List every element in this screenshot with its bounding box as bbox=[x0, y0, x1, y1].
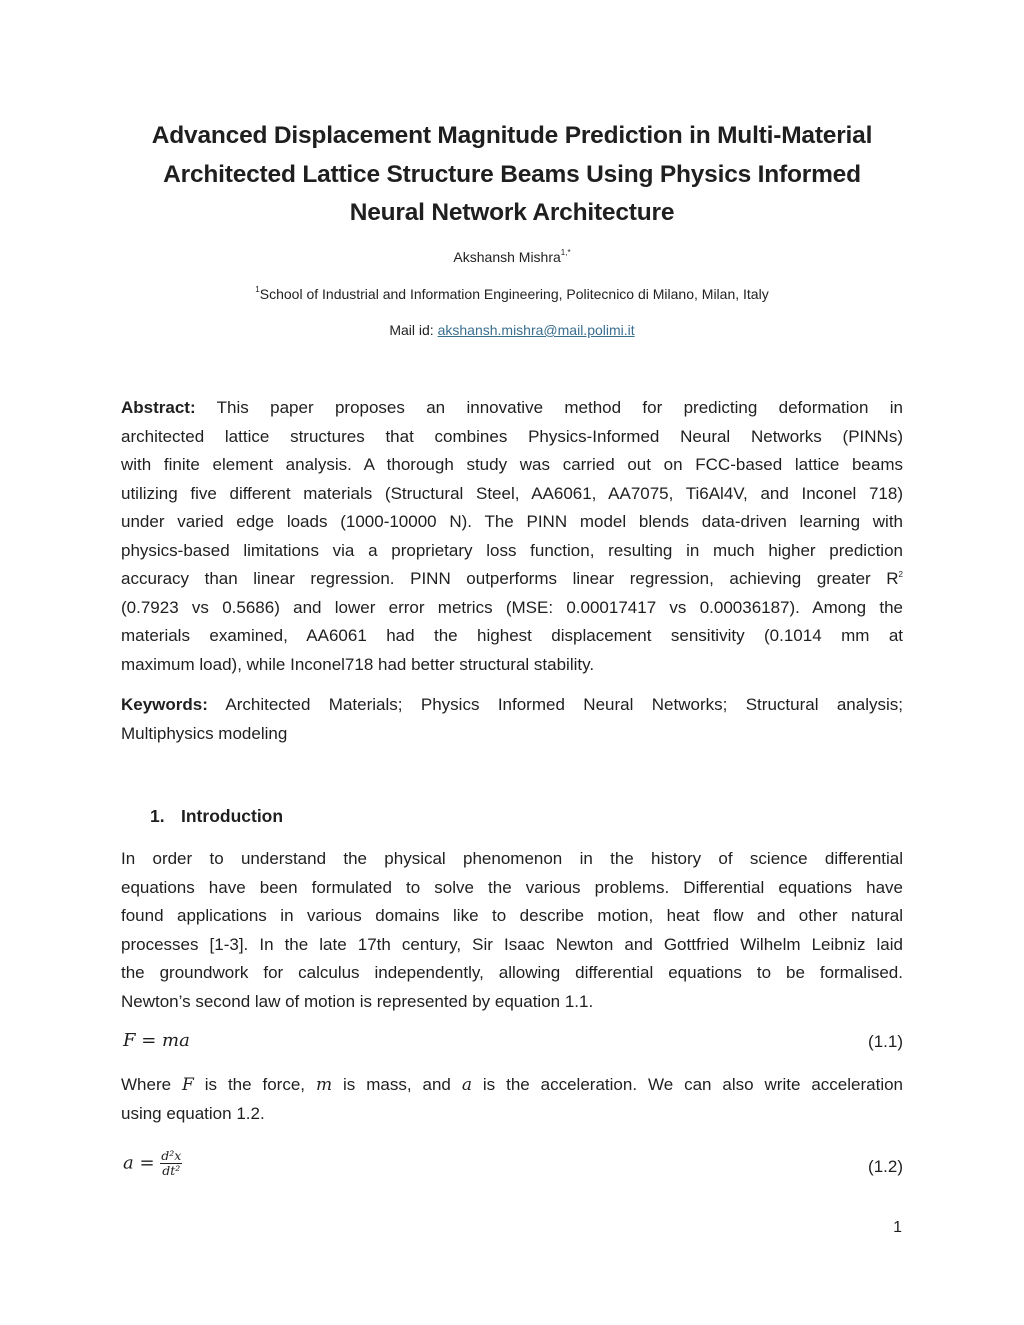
title-line: Architected Lattice Structure Beams Using Physics Informed bbox=[163, 160, 861, 188]
abstract-line: maximum load), while Inconel718 had better structural stability. bbox=[121, 654, 595, 674]
equation-1-2 bbox=[121, 1149, 903, 1189]
intro-line: In order to understand the physical phenomenon in the history of science differential bbox=[121, 849, 903, 868]
intro-line: processes [1-3]. In the late 17th century, Sir Isaac Newton and Gottfried Wilhelm Leibniz laid bbox=[121, 934, 903, 954]
equation-number: (1.1) bbox=[868, 1032, 903, 1051]
fraction-numerator: d²x bbox=[161, 1148, 182, 1163]
intro-line: equations have been formulated to solve the various problems. Differential equations have bbox=[121, 877, 903, 897]
abstract-label: Abstract: bbox=[121, 398, 196, 417]
intro-line: found applications in various domains like to describe motion, heat flow and other natural bbox=[121, 906, 903, 925]
abstract-line: architected lattice structures that combines Physics-Informed Neural Networks (PINNs) bbox=[121, 426, 903, 446]
paper-title bbox=[100, 117, 924, 233]
affiliation-mark: 1 bbox=[255, 285, 260, 294]
math-variable: a bbox=[461, 1075, 472, 1095]
intro-line: the groundwork for calculus independently, allowing differential equations to be formalised. bbox=[121, 963, 903, 982]
page-number: 1 bbox=[893, 1219, 902, 1236]
section-number: 1. bbox=[150, 806, 165, 826]
abstract-line: (0.7923 vs 0.5686) and lower error metrics (MSE: 0.00017417 vs 0.00036187). Among the bbox=[121, 597, 903, 617]
abstract-line: Abstract: This paper proposes an innovative method for predicting deformation in bbox=[121, 398, 903, 417]
title-line: Neural Network Architecture bbox=[349, 199, 675, 226]
abstract-line: under varied edge loads (1000-10000 N). The PINN model blends data-driven learning with bbox=[121, 512, 903, 531]
abstract-line: with finite element analysis. A thorough study was carried out on FCC-based lattice beams bbox=[121, 455, 903, 474]
title-line: Advanced Displacement Magnitude Prediction in Multi-Material bbox=[151, 122, 873, 149]
equation-expression: F = ma bbox=[123, 1030, 190, 1051]
abstract-line: accuracy than linear regression. PINN outperforms linear regression, achieving greater $R^2$ bbox=[121, 569, 903, 588]
equation-lhs: a = bbox=[123, 1152, 155, 1174]
abstract-line: physics-based limitations via a proprietary loss function, resulting in much higher prediction bbox=[121, 540, 903, 560]
equation-1-1 bbox=[121, 1030, 903, 1060]
email-link[interactable]: akshansh.mishra@mail.polimi.it bbox=[437, 322, 635, 338]
math-variable: m bbox=[315, 1075, 333, 1095]
author-line bbox=[100, 249, 924, 265]
affiliation-line bbox=[100, 286, 924, 302]
keywords-paragraph bbox=[121, 691, 903, 748]
author-marks: 1,* bbox=[560, 248, 571, 257]
mail-label: Mail id: bbox=[389, 322, 434, 338]
fraction bbox=[160, 1149, 182, 1178]
r-squared-superscript: 2 bbox=[898, 570, 903, 579]
author-name: Akshansh Mishra bbox=[453, 249, 561, 265]
equation-expression bbox=[123, 1149, 182, 1178]
math-variable: F bbox=[182, 1075, 194, 1095]
abstract-line: materials examined, AA6061 had the highest displacement sensitivity (0.1014 mm at bbox=[121, 626, 903, 645]
intro-line: Newton’s second law of motion is represented by equation 1.1. bbox=[121, 991, 594, 1011]
keywords-line: Keywords: Architected Materials; Physics Informed Neural Networks; Structural analysis; bbox=[121, 695, 903, 714]
equation-number: (1.2) bbox=[868, 1157, 903, 1176]
keywords-label: Keywords: bbox=[121, 695, 208, 714]
abstract-line: utilizing five different materials (Structural Steel, AA6061, AA7075, Ti6Al4V, and Inconel 718) bbox=[121, 483, 903, 503]
abstract-paragraph bbox=[121, 394, 903, 679]
where-line: using equation 1.2. bbox=[121, 1103, 265, 1123]
affiliation-text: School of Industrial and Information Engineering, Politecnico di Milano, Milan, Italy bbox=[259, 286, 769, 302]
mail-line bbox=[100, 322, 924, 338]
where-paragraph bbox=[121, 1071, 903, 1128]
section-title: Introduction bbox=[181, 806, 284, 826]
where-line: Where F is the force, m is mass, and a is the acceleration. We can also write acceleration bbox=[121, 1075, 904, 1095]
section-heading bbox=[150, 806, 283, 827]
fraction-denominator: dt² bbox=[162, 1163, 181, 1178]
keywords-line: Multiphysics modeling bbox=[121, 723, 288, 743]
intro-paragraph bbox=[121, 845, 903, 1016]
